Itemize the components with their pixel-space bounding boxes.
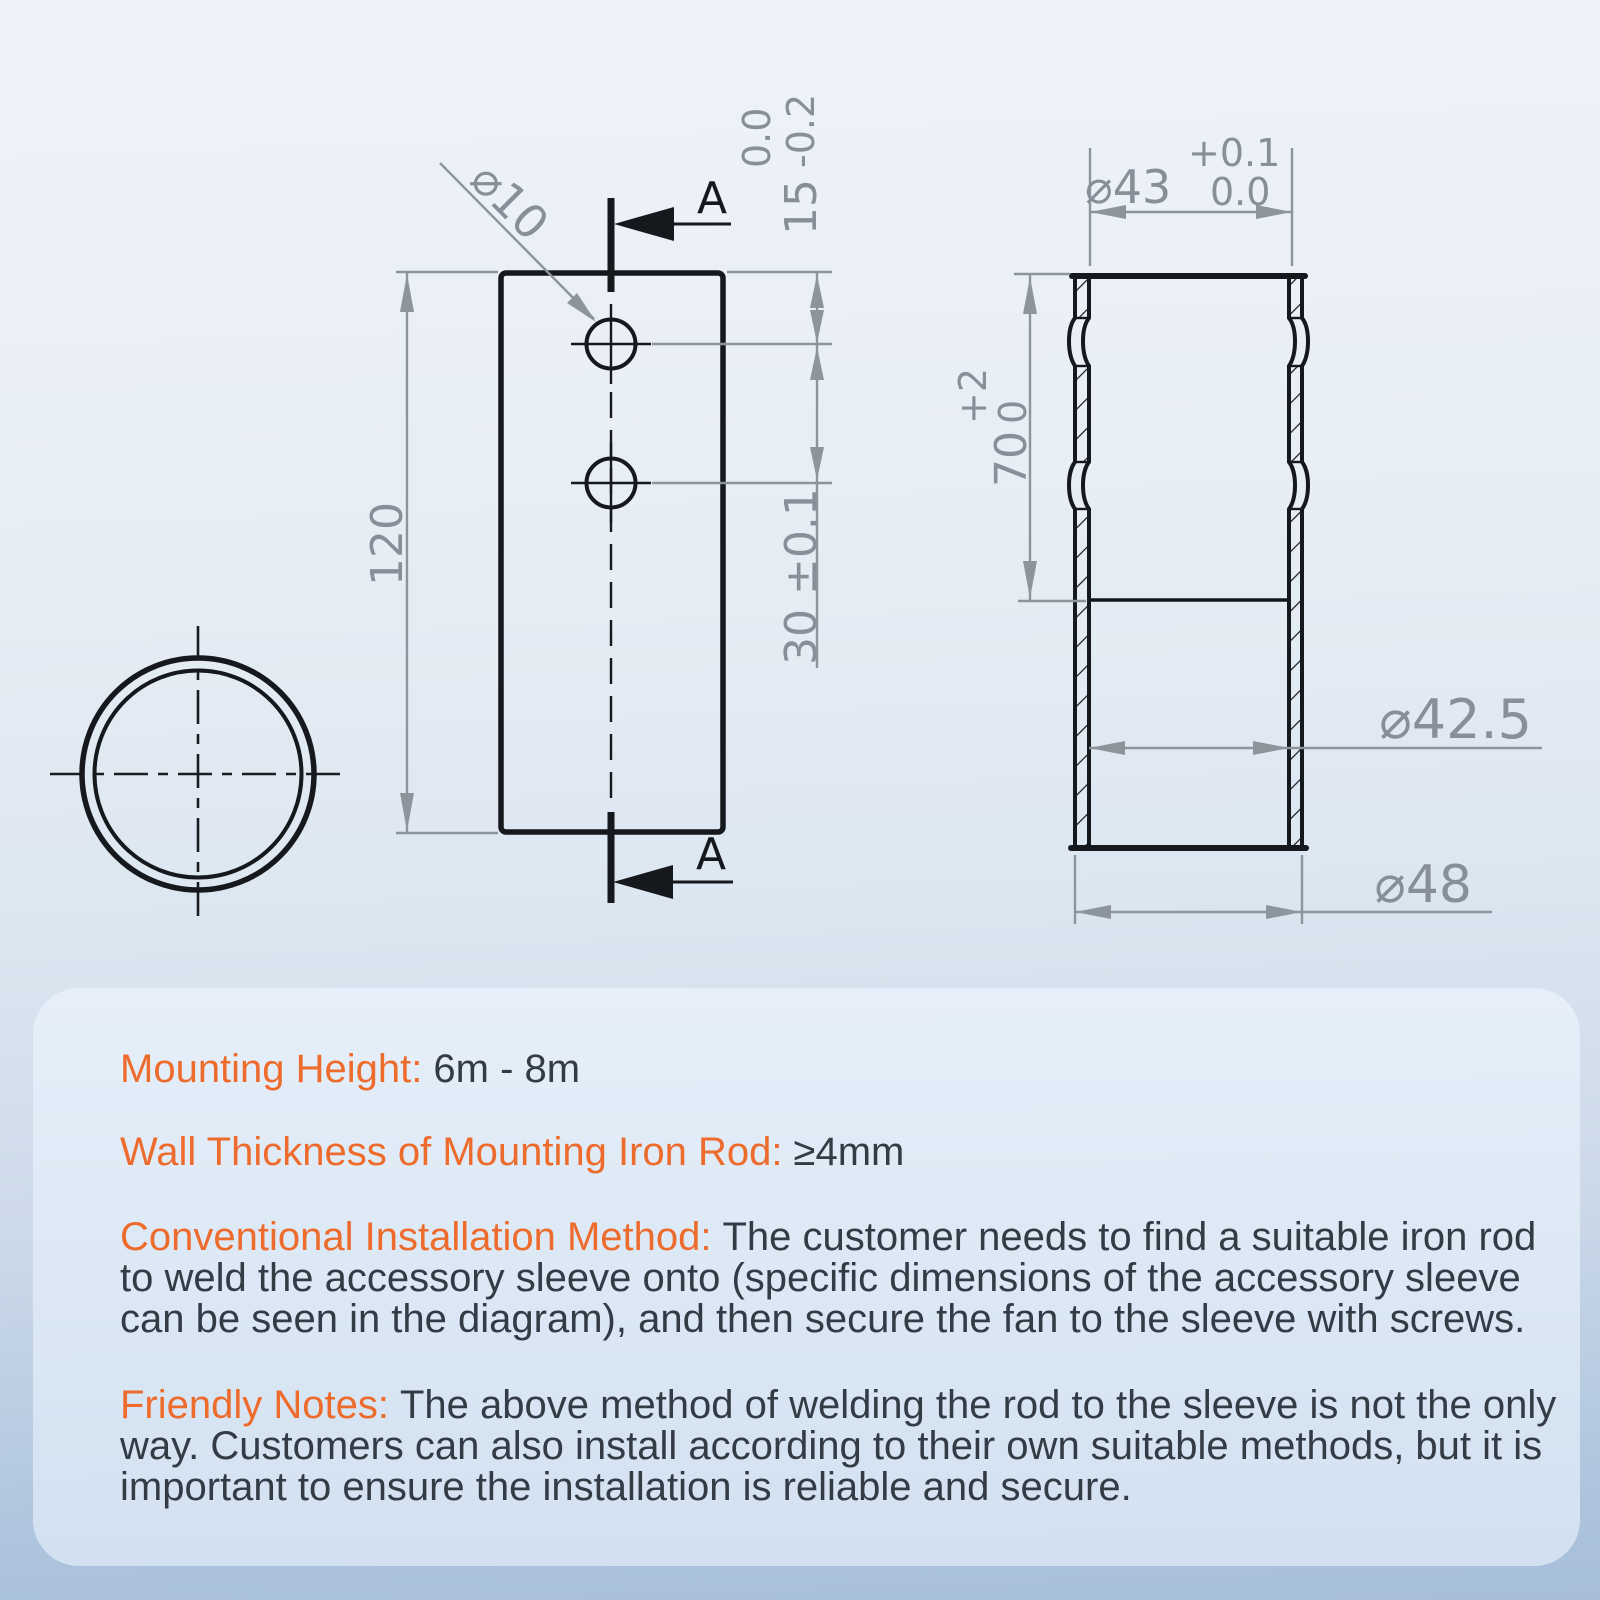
note-installation-label: Conventional Installation Method: <box>120 1215 712 1259</box>
dim-15-tol-lower: -0.2 <box>779 93 823 168</box>
section-arrow-top-icon <box>614 207 674 241</box>
note-friendly-line2: way. Customers can also install according to their own suitable methods, but it is <box>120 1424 1543 1468</box>
dim-dia43: ⌀43 <box>1085 160 1172 214</box>
front-view-plate <box>501 273 723 832</box>
note-friendly-label: Friendly Notes: <box>120 1383 389 1427</box>
dim-30: 30 ±0.1 <box>776 488 827 665</box>
note-wall-thickness-label: Wall Thickness of Mounting Iron Rod: <box>120 1130 783 1174</box>
dim-dia48: ⌀48 <box>1374 855 1472 915</box>
dim-70-tol-upper: +2 <box>951 367 995 424</box>
dim-15-tol-upper: 0.0 <box>735 107 779 168</box>
section-arrow-bottom-icon <box>613 865 673 899</box>
section-label-bottom: A <box>695 829 727 880</box>
note-wall-thickness <box>120 1132 904 1173</box>
note-friendly-line1: Friendly Notes: The above method of welding the rod to the sleeve is not the only <box>120 1383 1557 1427</box>
dim-dia43-tol-lower: 0.0 <box>1210 170 1271 214</box>
note-friendly-line3: important to ensure the installation is reliable and secure. <box>120 1465 1132 1509</box>
section-label-top: A <box>696 173 728 224</box>
notes-panel <box>33 988 1580 1566</box>
dim-dia42-5: ⌀42.5 <box>1379 688 1532 751</box>
dim-120: 120 <box>362 502 413 586</box>
note-mounting-height-value: 6m - 8m <box>433 1047 581 1091</box>
note-installation-line2: to weld the accessory sleeve onto (specific dimensions of the accessory sleeve <box>120 1256 1521 1300</box>
note-friendly <box>120 1385 1556 1508</box>
side-view-dimensions <box>951 131 1542 924</box>
note-mounting-height-label: Mounting Height: <box>120 1047 423 1091</box>
section-cut-A-A <box>611 173 733 903</box>
note-mounting-height <box>120 1049 580 1090</box>
side-view-sleeve <box>1069 275 1308 848</box>
note-installation-line3: can be seen in the diagram), and then secure the fan to the sleeve with screws. <box>120 1297 1526 1341</box>
dim-70-tol-lower: 0 <box>991 399 1035 424</box>
note-wall-thickness-value: ≥4mm <box>793 1130 905 1174</box>
dim-70: 70 <box>986 431 1037 487</box>
note-installation-method <box>120 1217 1536 1340</box>
dim-dia43-tol-upper: +0.1 <box>1188 131 1281 175</box>
top-view-tube-section <box>50 626 346 922</box>
dim-15: 15 <box>776 179 827 235</box>
dim-dia10: ⌀10 <box>460 151 560 251</box>
note-installation-line1: Conventional Installation Method: The customer needs to find a suitable iron rod <box>120 1215 1537 1259</box>
